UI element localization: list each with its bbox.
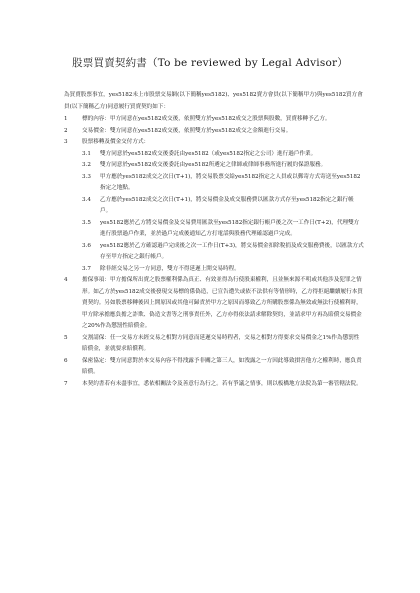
subclause-3-1 xyxy=(82,149,364,161)
intro-paragraph: 為買賣股票事宜，yes5182未上市股票交易網(以下簡稱yes5182)、yes5182賣方會員(以下簡稱甲方)與yes5182買方會員(以下簡稱乙方)同意履行買賣契約如下： xyxy=(64,92,363,110)
clause-text: 交割請保：任一交易方未經交易之相對方同意而延遲交易時程者，交易之相對方得要求交易價金之1%作為懲罰性賠償金，並就要求賠償利。 xyxy=(82,334,360,352)
subclause-number: 3.6 xyxy=(82,242,91,249)
clause-1 xyxy=(64,114,364,126)
clause-5 xyxy=(64,333,364,356)
subclause-text: 雙方同意於yes5182成交後委託由yes5182（或yes5182指定之公司）進行過戶作業。 xyxy=(100,150,317,157)
clause-number: 2 xyxy=(64,127,68,134)
subclause-3-6 xyxy=(82,241,364,264)
subclause-3-7 xyxy=(82,264,364,276)
clause-number: 7 xyxy=(64,380,68,387)
subclause-3-4 xyxy=(82,195,364,218)
clause-text: 股票移轉及價金交付方式： xyxy=(82,139,150,145)
subclause-3-5 xyxy=(82,218,364,241)
clause-text: 本契約書若有未盡事宜，悉依相關法令及善意行為行之。若有爭議之情事，則以板橋地方法院為第一審管轄法院。 xyxy=(82,380,362,387)
subclause-3-2 xyxy=(82,160,364,172)
clause-number: 5 xyxy=(64,334,68,341)
subclause-number: 3.7 xyxy=(82,265,91,272)
document-body xyxy=(64,90,364,390)
clause-2 xyxy=(64,126,364,138)
clause-text: 標的內容：甲方同意在yes5182成交後，依照雙方於yes5182成交之股票與股數，買賣移轉予乙方。 xyxy=(82,116,331,122)
clause-text: 交易價金：雙方同意在yes5182成交後，依照雙方於yes5182成交之金額進行交易。 xyxy=(82,127,292,134)
clause-6 xyxy=(64,356,364,379)
clause-text: 保密協定：雙方同意對於本交易內容不得洩露予非關之第三人，如洩露之一方因此導致損害他方之權利時，應負責賠償。 xyxy=(82,357,362,375)
subclause-3-3 xyxy=(82,172,364,195)
subclause-number: 3.3 xyxy=(82,173,91,180)
subclause-number: 3.2 xyxy=(82,162,91,168)
clause-number: 3 xyxy=(64,139,68,145)
clause-number: 1 xyxy=(64,116,68,122)
clause-7 xyxy=(64,379,364,391)
clause-text: 擔保事項：甲方擔保所出賣之股票權利係為真正、有效並得為行使股東權利，且並無來源不明或其他涉及犯罪之情形。如乙方於yes5182成交後發現交易標的係偽造，已宣告遭失或依不法供有等情形時，乙方得拒絕繼續履行本買賣契約。另如股票移轉後因上開原因或其他可歸責於甲方之原因而導致乙方所購股票係為無效或無法行使權利時，甲方除承擔應負擔之詐欺、偽造文書等之刑事責任外，乙方亦得依法請求解除契約，並請求甲方再為賠償交易價金之20%作為懲罰性賠償金。 xyxy=(82,277,363,329)
subclause-text: yes5182應於乙方確認過戶完成後之次一工作日(T+3)，將交易價金扣除稅捐及成交服務費後，以匯款方式存至甲方指定之銀行帳戶。 xyxy=(100,242,364,260)
subclause-text: yes5182應於乙方將交易價金及交易費用匯款至yes5182指定銀行帳戶後之次一工作日(T+2)，代理雙方進行股票過戶作業，並於過戶完成後通知乙方打電話與股務代理確認過戶完成。 xyxy=(100,219,360,237)
subclause-number: 3.4 xyxy=(82,196,91,203)
subclause-text: 乙方應於yes5182成交之次日(T+1)，將交易價金及成交服務費以匯款方式存至yes5182指定之銀行帳戶。 xyxy=(100,196,354,214)
subclause-number: 3.5 xyxy=(82,219,91,226)
subclause-text: 除非經交易之另一方同意，雙方不得延遲上開交易時程。 xyxy=(100,265,240,272)
clause-number: 4 xyxy=(64,277,68,283)
clause-number: 6 xyxy=(64,357,68,364)
document-title: 股票買賣契約書（To be reviewed by Legal Advisor） xyxy=(72,57,348,69)
clause-4 xyxy=(64,275,364,333)
subclause-number: 3.1 xyxy=(82,150,91,157)
clause-3 xyxy=(64,137,364,149)
subclause-text: 甲方應於yes5182成交之次日(T+1)，將交易股票交給yes5182指定之人員或以郵寄方式寄送至yes5182指定之地點。 xyxy=(100,173,361,191)
subclause-text: 雙方同意於yes5182成交後委託由yes5182所遴定之律師或律師事務所進行履約保證服務。 xyxy=(100,162,327,168)
